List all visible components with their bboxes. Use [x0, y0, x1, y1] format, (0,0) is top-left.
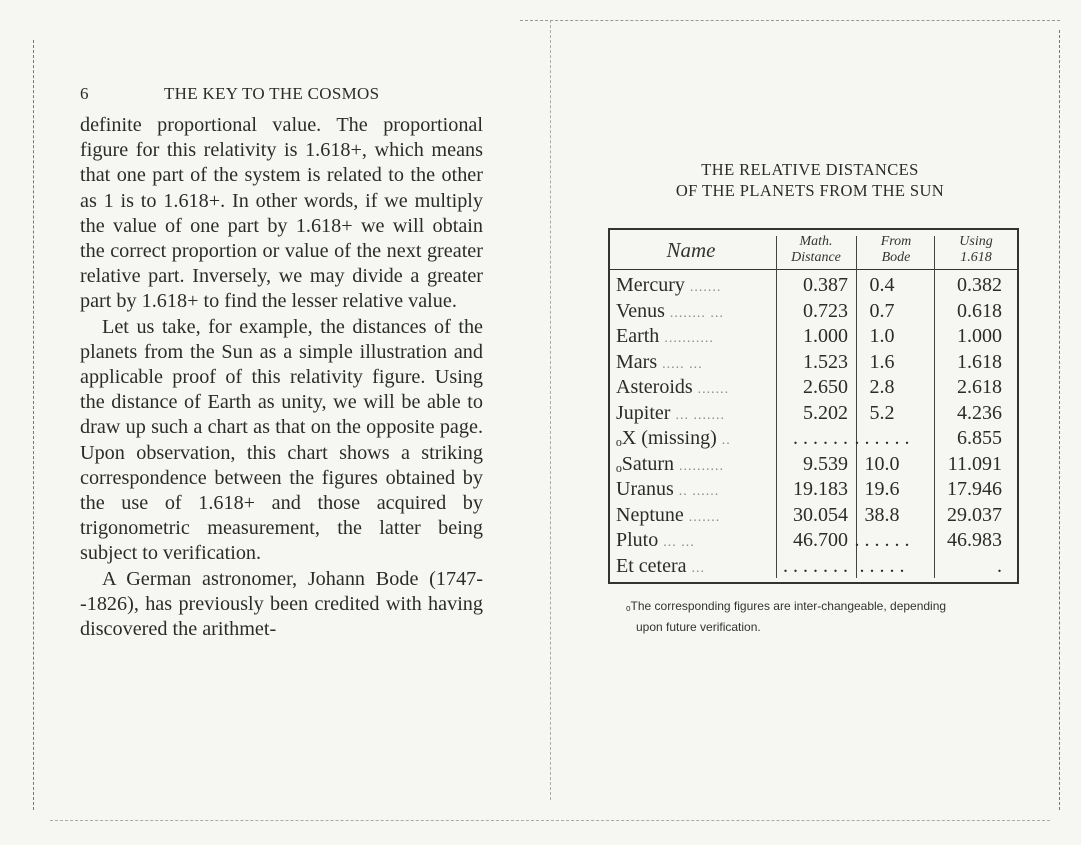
table-row: [616, 504, 1016, 530]
math-distance-value: . . . . . .: [793, 427, 848, 449]
math-distance-value: 0.723: [803, 299, 848, 322]
math-distance-value: 1.000: [803, 325, 848, 347]
leader-dots: .. ......: [678, 484, 720, 499]
phi-value: 1.000: [957, 325, 1002, 347]
paragraph-1: definite proportional value. The proportional figure for this relativity is 1.618+, which means that one part of the system is related to the other as 1 is to 1.618+. In other words, if we multiply the value of one part by 1.618+ we will obtain the correct proportion or value of the next greater relative part. Inversely, we may divide a greater part by 1.618+ to find the lesser relative value.: [80, 114, 483, 313]
header-name: Name: [666, 238, 716, 262]
planet-name-text: Neptune: [616, 503, 684, 526]
table-header-rule: [608, 269, 1017, 270]
phi-value: 0.382: [957, 274, 1002, 296]
planet-name: [616, 427, 768, 450]
bode-value: 38.8: [864, 503, 900, 526]
table-row: [616, 402, 1016, 428]
math-distance-value: 46.700: [793, 529, 848, 551]
table-row: [616, 453, 1016, 479]
header-math-line-1: Math.: [799, 234, 833, 249]
phi-value: 2.618: [957, 376, 1002, 398]
page-number: 6: [80, 84, 89, 103]
header-using-phi: [936, 234, 1016, 266]
phi-value: .: [997, 554, 1002, 577]
leader-dots: .......: [688, 509, 721, 525]
phi-value: 6.855: [957, 427, 1002, 449]
table-row: [616, 529, 1016, 555]
leader-dots: ..... ...: [662, 356, 703, 372]
planet-name-text: Earth: [616, 325, 660, 347]
body-text: [80, 113, 483, 642]
table-row: [616, 555, 1016, 581]
planet-name-text: Mercury: [616, 274, 685, 296]
table-title-line-1: THE RELATIVE DISTANCES: [701, 160, 919, 179]
phi-value: 4.236: [957, 401, 1002, 424]
math-distance-value: 2.650: [803, 376, 848, 398]
planet-name: [616, 325, 768, 348]
header-bode-line-1: From: [880, 234, 912, 249]
leader-dots: .......: [689, 280, 722, 295]
planet-name: [616, 504, 768, 527]
leader-dots: ...: [691, 560, 705, 576]
table-row: [616, 325, 1016, 351]
planet-name-text: Mars: [616, 350, 658, 373]
phi-value: 0.618: [957, 299, 1002, 322]
phi-value: 17.946: [947, 478, 1002, 500]
planet-name-text: Venus: [616, 299, 665, 322]
planet-name-text: Pluto: [616, 529, 659, 551]
bode-value: . . . . .: [859, 554, 905, 577]
planet-name-text: ₒSaturn: [616, 452, 674, 475]
paragraph-3: A German astronomer, Johann Bode (1747--1826), has previously been credited with having discovered the arithmet-: [80, 567, 483, 641]
table-row: [616, 351, 1016, 377]
leader-dots: ..: [721, 433, 731, 448]
planet-name: [616, 453, 768, 476]
math-distance-value: 30.054: [793, 503, 848, 526]
planet-name: [616, 529, 768, 552]
math-distance-value: . . . . . . .: [783, 554, 848, 577]
bode-value: . . . . . .: [854, 427, 910, 449]
table-footnote: [626, 596, 1026, 638]
planet-name: [616, 555, 768, 578]
planet-name-text: Jupiter: [616, 401, 671, 424]
footnote-line-2: upon future verification.: [636, 620, 761, 634]
leader-dots: ........ ...: [669, 305, 724, 321]
leader-dots: ...........: [664, 331, 714, 346]
bode-value: 5.2: [869, 401, 895, 424]
table-row: [616, 376, 1016, 402]
header-phi-line-2: 1.618: [960, 250, 992, 265]
header-math-line-2: Distance: [791, 250, 841, 265]
math-distance-value: 9.539: [803, 452, 848, 475]
phi-value: 46.983: [947, 529, 1002, 551]
planet-name: [616, 274, 768, 297]
planet-name: [616, 478, 768, 501]
phi-value: 1.618: [957, 350, 1002, 373]
table-row: [616, 478, 1016, 504]
planet-name: [616, 376, 768, 399]
leader-dots: ..........: [678, 458, 724, 474]
footnote-line-1: ₒThe corresponding figures are inter-changeable, depending: [626, 599, 947, 613]
table-row: [616, 300, 1016, 326]
book-title-header: THE KEY TO THE COSMOS: [164, 84, 380, 103]
table-row: [616, 427, 1016, 453]
header-from-bode: [856, 234, 936, 266]
bode-value: . . . . . .: [854, 529, 910, 551]
bode-value: 1.0: [869, 325, 895, 347]
bode-value: 10.0: [864, 452, 900, 475]
header-math-distance: [776, 234, 856, 266]
bode-value: 0.4: [869, 274, 895, 296]
paragraph-2: Let us take, for example, the distances of the planets from the Sun as a simple illustration and applicable proof of this relativity figure. Using the distance of Earth as unity, we will be able to draw up such a chart as that on the opposite page. Upon observation, this chart shows a striking correspondence between the figures obtained by the use of 1.618+ and those acquired by trigonometric measurement, the latter being subject to verification.: [80, 315, 483, 565]
header-bode-line-2: Bode: [881, 250, 911, 265]
running-head: [80, 84, 379, 104]
bode-value: 1.6: [869, 350, 895, 373]
phi-value: 11.091: [947, 452, 1002, 475]
math-distance-value: 0.387: [803, 274, 848, 296]
planet-name-text: ₒX (missing): [616, 427, 717, 449]
table-title-line-2: OF THE PLANETS FROM THE SUN: [675, 181, 945, 200]
phi-value: 29.037: [947, 503, 1002, 526]
planet-name: [616, 300, 768, 323]
header-phi-line-1: Using: [959, 234, 993, 249]
bode-value: 2.8: [869, 376, 895, 398]
leader-dots: .......: [697, 382, 730, 397]
table-row: [616, 274, 1016, 300]
bode-value: 19.6: [864, 478, 900, 500]
bode-value: 0.7: [869, 299, 895, 322]
math-distance-value: 1.523: [803, 350, 848, 373]
math-distance-value: 19.183: [793, 478, 848, 500]
leader-dots: ... .......: [675, 407, 725, 423]
math-distance-value: 5.202: [803, 401, 848, 424]
planet-name-text: Asteroids: [616, 376, 693, 398]
planet-name-text: Uranus: [616, 478, 674, 500]
planet-name: [616, 402, 768, 425]
planet-name: [616, 351, 768, 374]
leader-dots: ... ...: [663, 535, 695, 550]
planet-name-text: Et cetera: [616, 554, 687, 577]
